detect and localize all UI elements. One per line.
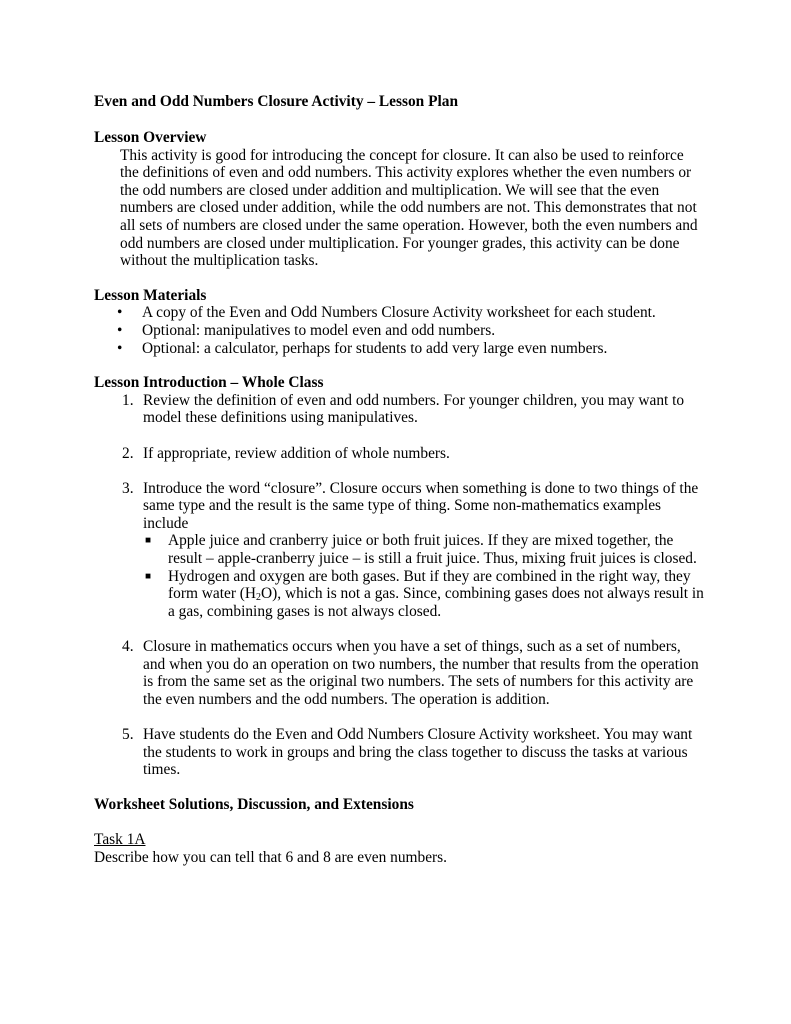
step-number: 1. <box>122 391 134 409</box>
task-label: Task 1A <box>94 830 146 848</box>
step-item <box>94 445 704 463</box>
overview-paragraph: This activity is good for introducing the concept for closure. It can also be used to reinforce the definitions of even and odd numbers. This activity explores whether the even numbers or the odd numbers are closed under addition and multiplication. We will see that the even numbers are closed under addition, while the odd numbers are not. This demonstrates that not all sets of numbers are closed under the same operation. However, both the even numbers and odd numbers are closed under multiplication. For younger grades, this activity can be done without the multiplication tasks. <box>120 146 698 270</box>
document-page <box>94 93 704 866</box>
square-bullet-icon: ■ <box>145 570 152 582</box>
step-number: 5. <box>122 726 134 743</box>
bullet-icon: • <box>117 321 123 339</box>
introduction-steps <box>94 392 704 779</box>
example-item <box>143 568 704 621</box>
bullet-icon: • <box>117 304 123 322</box>
step-text: If appropriate, review addition of whole numbers. <box>143 444 450 462</box>
task-text: Describe how you can tell that 6 and 8 are even numbers. <box>94 848 448 866</box>
square-bullet-icon: ■ <box>145 535 152 547</box>
step-item <box>94 392 704 427</box>
materials-list <box>94 304 704 357</box>
bullet-icon: • <box>117 339 123 357</box>
step-item <box>94 480 704 621</box>
overview-heading: Lesson Overview <box>94 129 207 146</box>
step-item <box>94 638 704 708</box>
materials-heading: Lesson Materials <box>94 286 207 304</box>
example-item <box>143 532 704 567</box>
subscript-two: 2 <box>256 592 262 604</box>
solutions-heading: Worksheet Solutions, Discussion, and Extensions <box>94 796 414 814</box>
step-number: 2. <box>122 444 134 462</box>
introduction-heading: Lesson Introduction – Whole Class <box>94 374 324 392</box>
example-text-after: O), which is not a gas. Since, combining gases does not always result in a gas, combining gases is not always closed. <box>168 585 704 620</box>
list-item <box>94 322 704 340</box>
step-text: Have students do the Even and Odd Numbers Closure Activity worksheet. You may want the students to work in groups and bring the class together to discuss the tasks at various times. <box>143 726 693 779</box>
step-text: Introduce the word “closure”. Closure occurs when something is done to two things of the same type and the result is the same type of thing. Some non-mathematics examples include <box>143 479 699 532</box>
example-list <box>143 532 704 620</box>
step-text: Closure in mathematics occurs when you have a set of things, such as a set of numbers, and when you do an operation on two numbers, the number that results from the operation is from the same set as the original two numbers. The sets of numbers for this activity are the even numbers and the odd numbers. The operation is addition. <box>143 638 699 708</box>
step-number: 4. <box>122 638 134 656</box>
document-title: Even and Odd Numbers Closure Activity – Lesson Plan <box>94 93 459 110</box>
list-item <box>94 340 704 358</box>
list-item-text: Optional: a calculator, perhaps for students to add very large even numbers. <box>142 339 608 357</box>
example-text-before: Hydrogen and oxygen are both gases. But if they are combined in the right way, they form water (H <box>168 567 691 603</box>
list-item-text: Optional: manipulatives to model even and odd numbers. <box>142 321 496 339</box>
step-number: 3. <box>122 479 134 497</box>
step-text: Review the definition of even and odd numbers. For younger children, you may want to model these definitions using manipulatives. <box>143 391 685 427</box>
list-item <box>94 304 704 322</box>
list-item-text: A copy of the Even and Odd Numbers Closure Activity worksheet for each student. <box>142 304 656 322</box>
example-text: Apple juice and cranberry juice or both fruit juices. If they are mixed together, the result – apple-cranberry juice – is still a fruit juice. Thus, mixing fruit juices is closed. <box>168 532 697 568</box>
step-item <box>94 726 704 779</box>
